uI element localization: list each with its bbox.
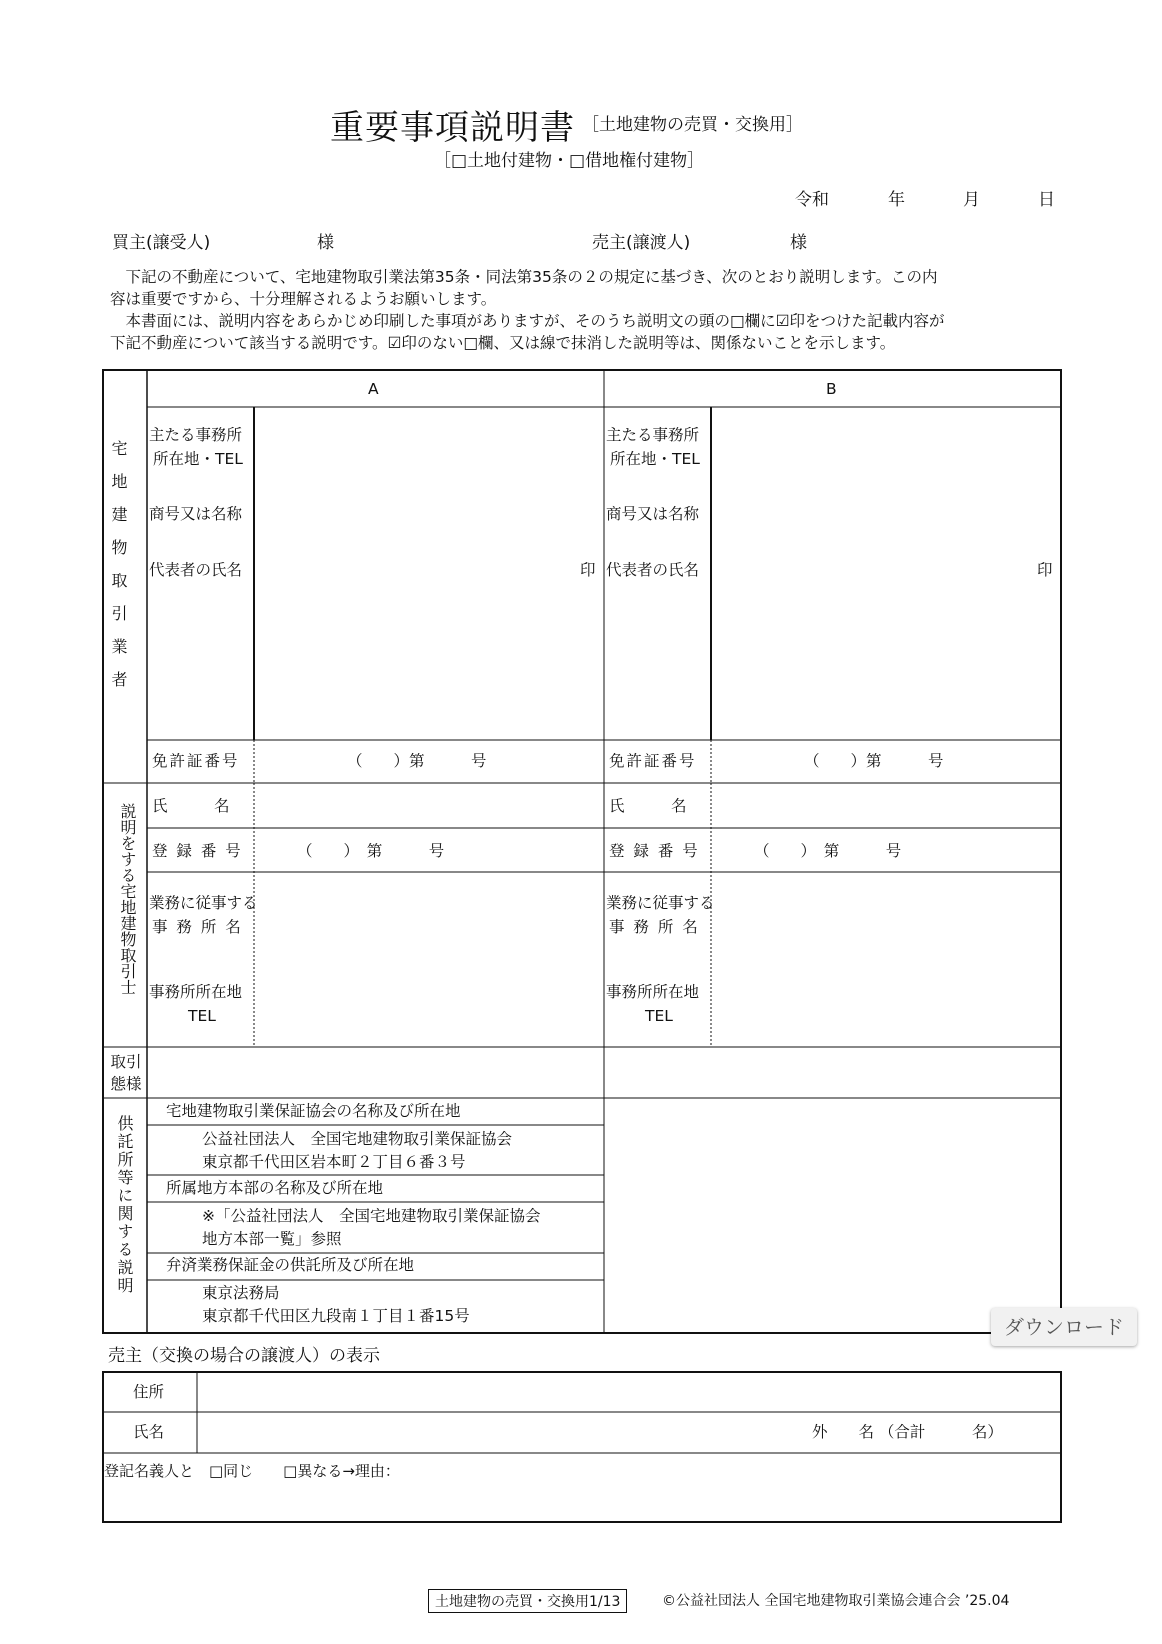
seller-name-label: 氏名 [133,1423,165,1441]
broker-a-license-value: （ ）第 号 [347,752,487,770]
date-month: 月 [963,190,980,210]
column-a-header: A [368,380,379,398]
seller-registry-label: 登記名義人と □同じ □異なる→理由： [104,1462,400,1480]
broker-a-rep-label: 代表者の氏名 [149,561,243,579]
seller-label: 売主(譲渡人) [592,233,691,253]
intro-line: 容は重要ですから、十分理解されるようお願いします。 [110,290,497,308]
seller-address-label: 住所 [133,1383,165,1401]
agent-a-addr-label: 事務所所在地 [149,983,243,1001]
deposit-bond-line: 東京都千代田区九段南１丁目１番15号 [202,1307,470,1325]
agent-b-reg-label: 登 録 番 号 [609,842,700,860]
broker-b-seal: 印 [1037,561,1053,579]
agent-b-reg-value: （ ） 第 号 [754,842,902,860]
footer-page-label: 土地建物の売買・交換用1/13 [428,1589,627,1613]
broker-b-name-label: 商号又は名称 [606,505,700,523]
deposit-bond-header: 弁済業務保証金の供託所及び所在地 [166,1256,415,1274]
agent-b-addr-label: 事務所所在地 [606,983,700,1001]
agent-a-addr-label: TEL [188,1007,216,1025]
footer-copyright: ©公益社団法人 全国宅地建物取引業協会連合会 ’25.04 [662,1593,1010,1609]
section-label-agent: 説明をする宅地建物取引士 [118,803,137,995]
seller-section-heading: 売主（交換の場合の譲渡人）の表示 [108,1346,380,1366]
document-subtitle: ［□土地付建物・□借地権付建物］ [434,151,705,171]
agent-a-office-label: 事 務 所 名 [152,918,243,936]
deposit-branch-line: ※「公益社団法人 全国宅地建物取引業保証協会 [202,1207,541,1225]
deposit-assoc-line: 東京都千代田区岩本町２丁目６番３号 [202,1153,466,1171]
broker-b-rep-label: 代表者の氏名 [606,561,700,579]
broker-a-license-label: 免許証番号 [152,752,240,770]
broker-b-license-value: （ ）第 号 [804,752,944,770]
broker-a-name-label: 商号又は名称 [149,505,243,523]
agent-a-name-label: 氏 名 [152,797,230,815]
date-era: 令和 [795,190,829,210]
agent-b-office-label: 事 務 所 名 [609,918,700,936]
deposit-branch-line: 地方本部一覧」参照 [202,1230,342,1248]
deposit-branch-header: 所属地方本部の名称及び所在地 [166,1179,384,1197]
deposit-assoc-header: 宅地建物取引業保証協会の名称及び所在地 [166,1102,461,1120]
agent-a-office-label: 業務に従事する [149,894,258,912]
broker-b-license-label: 免許証番号 [609,752,697,770]
buyer-honorific: 様 [317,233,334,253]
column-b-header: B [826,380,837,398]
seller-honorific: 様 [790,233,807,253]
broker-a-office-label: 所在地・TEL [153,450,243,468]
download-button[interactable]: ダウンロード [991,1308,1137,1346]
section-label-deposit: 供託所等に関する説明 [115,1115,134,1295]
agent-b-name-label: 氏 名 [609,797,687,815]
document-title: 重要事項説明書 [330,108,575,148]
document-title-suffix: ［土地建物の売買・交換用］ [582,115,803,135]
date-day: 日 [1038,190,1055,210]
intro-line: 下記不動産について該当する説明です。☑印のない□欄、又は線で抹消した説明等は、関係ないことを示します。 [110,334,896,352]
date-year: 年 [888,190,905,210]
broker-a-office-label: 主たる事務所 [149,426,243,444]
broker-a-seal: 印 [580,561,596,579]
section-label-broker: 宅地建物取引業者 [109,440,128,704]
buyer-label: 買主(譲受人) [112,233,211,253]
agent-b-addr-label: TEL [645,1007,673,1025]
section-label-deal: 取引態様 [110,1053,142,1093]
agent-a-reg-label: 登 録 番 号 [152,842,243,860]
deposit-assoc-line: 公益社団法人 全国宅地建物取引業保証協会 [202,1130,513,1148]
seller-others-count: 外 名 （合計 名） [812,1423,1003,1441]
intro-line: 下記の不動産について、宅地建物取引業法第35条・同法第35条の２の規定に基づき、次のとおり説明します。この内 [110,268,938,286]
agent-a-reg-value: （ ） 第 号 [297,842,445,860]
agent-b-office-label: 業務に従事する [606,894,715,912]
deposit-bond-line: 東京法務局 [202,1284,280,1302]
intro-line: 本書面には、説明内容をあらかじめ印刷した事項がありますが、そのうち説明文の頭の□欄に☑印をつけた記載内容が [110,312,945,330]
broker-b-office-label: 主たる事務所 [606,426,700,444]
broker-b-office-label: 所在地・TEL [610,450,700,468]
